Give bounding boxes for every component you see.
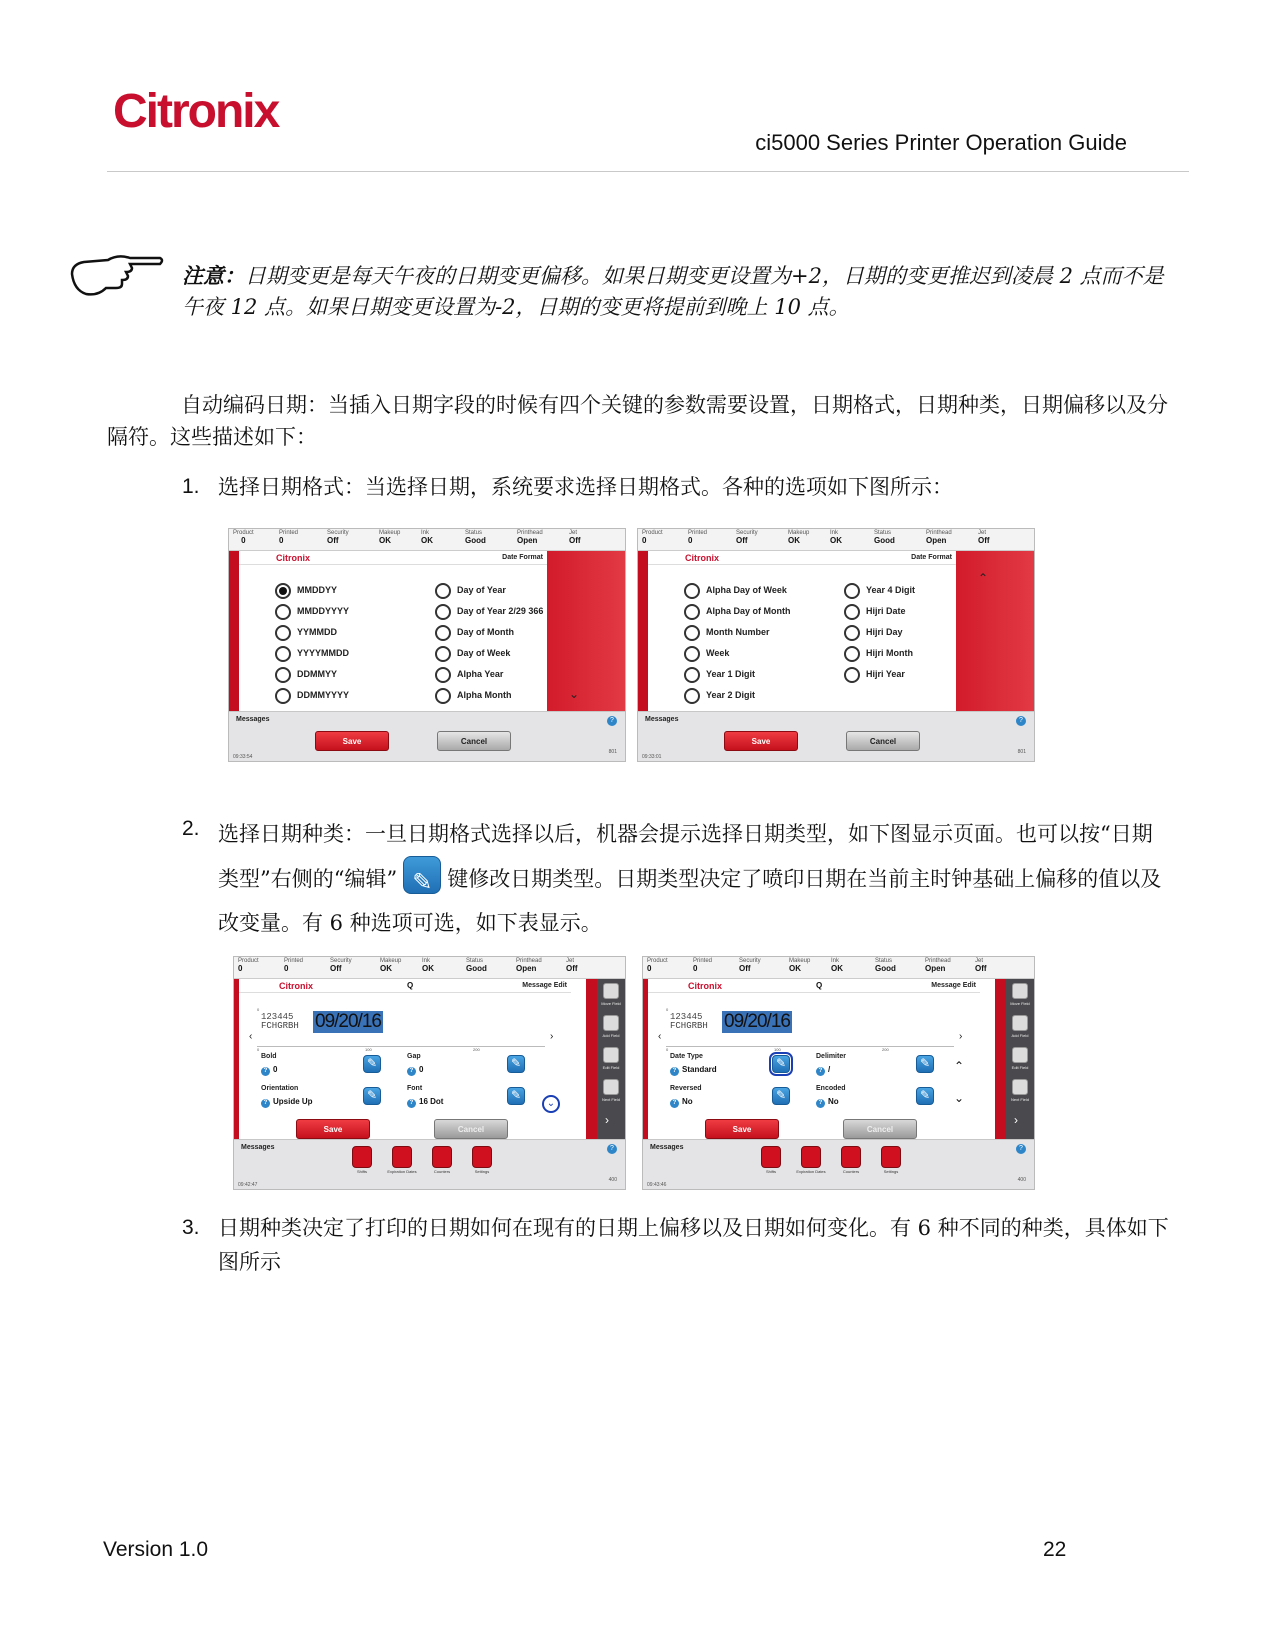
chevron-left-icon[interactable]: ‹ bbox=[658, 1031, 662, 1042]
intro-paragraph: 自动编码日期：当插入日期字段的时候有四个关键的参数需要设置，日期格式，日期种类，日期偏移以及分隔符。这些描述如下： bbox=[107, 393, 1168, 449]
edit-delimiter-button[interactable] bbox=[916, 1055, 934, 1073]
chevron-up-icon[interactable]: ⌃ bbox=[954, 1059, 965, 1073]
radio-option[interactable]: Alpha Month bbox=[457, 690, 512, 700]
status-bar bbox=[229, 529, 625, 551]
expiration-dates-icon[interactable] bbox=[392, 1146, 412, 1168]
status-printed: Printed 0 bbox=[284, 958, 304, 973]
chevron-right-icon[interactable]: › bbox=[550, 1031, 554, 1042]
radio-option[interactable]: Alpha Day of Week bbox=[706, 585, 787, 595]
radio-option[interactable]: Hijri Year bbox=[866, 669, 905, 679]
preview-text: 123445 FCHGRBH bbox=[261, 1012, 299, 1031]
add-field-icon[interactable] bbox=[603, 1015, 619, 1031]
item-number: 3. bbox=[182, 1216, 200, 1239]
messages-label: Messages bbox=[645, 716, 679, 723]
save-button[interactable]: Save bbox=[296, 1119, 370, 1139]
edit-orientation-button[interactable] bbox=[363, 1087, 381, 1105]
radio-option[interactable]: Hijri Month bbox=[866, 648, 913, 658]
gap-label: Gap bbox=[407, 1053, 421, 1060]
clock: 09:43:46 bbox=[647, 1182, 667, 1188]
side-label: Add Field bbox=[602, 1033, 620, 1038]
status-status: Status Good bbox=[465, 530, 486, 545]
list-item-1 bbox=[182, 470, 1172, 504]
radio-option[interactable]: Alpha Year bbox=[457, 669, 504, 679]
date-format-pane bbox=[648, 551, 989, 719]
messages-label: Messages bbox=[650, 1144, 684, 1151]
ruler-label: 0 bbox=[666, 1047, 669, 1052]
item-text: 选择日期格式：当选择日期，系统要求选择日期格式。各种的选项如下图所示： bbox=[218, 475, 953, 499]
tile-label: Settings bbox=[474, 1169, 490, 1174]
pane-title: Date Format bbox=[502, 554, 543, 561]
save-button[interactable]: Save bbox=[724, 731, 798, 751]
citronix-logo: Citronix bbox=[113, 85, 279, 138]
q-label: Q bbox=[816, 981, 823, 990]
message-preview[interactable] bbox=[666, 1007, 954, 1052]
radio-option[interactable]: Alpha Day of Month bbox=[706, 606, 791, 616]
mini-logo: Citronix bbox=[688, 981, 723, 991]
tile-label: Expiration Dates bbox=[387, 1169, 417, 1174]
status-security: Security Off bbox=[330, 958, 352, 973]
settings-icon[interactable] bbox=[472, 1146, 492, 1168]
clock: 09:42:47 bbox=[238, 1182, 258, 1188]
code-readout: 400 bbox=[608, 1177, 617, 1183]
edit-encoded-button[interactable] bbox=[916, 1087, 934, 1105]
radio-option[interactable]: Day of Year 2/29 366 bbox=[457, 606, 544, 616]
side-label: Move Field bbox=[601, 1001, 621, 1006]
screen-footer bbox=[229, 711, 625, 762]
counters-icon[interactable] bbox=[841, 1146, 861, 1168]
preview-date: 09/20/16 bbox=[315, 1011, 381, 1032]
edit-pencil-icon bbox=[403, 856, 441, 894]
ruler-label: 0 bbox=[257, 1047, 260, 1052]
status-product: Product 0 bbox=[233, 530, 254, 545]
item-number: 2. bbox=[182, 817, 200, 840]
pane-header bbox=[239, 551, 547, 565]
list-item-2 bbox=[182, 812, 1172, 945]
version-label: Version 1.0 bbox=[103, 1538, 209, 1561]
tile-label: Expiration Dates bbox=[796, 1169, 826, 1174]
status-printhead: Printhead Open bbox=[926, 530, 952, 545]
edit-bold-button[interactable] bbox=[363, 1055, 381, 1073]
ruler-label: 100 bbox=[365, 1047, 372, 1052]
status-jet: Jet Off bbox=[566, 958, 578, 973]
chevron-down-icon[interactable]: ⌄ bbox=[569, 687, 580, 701]
date-format-pane bbox=[239, 551, 580, 719]
ruler-label: 200 bbox=[473, 1047, 480, 1052]
chevron-right-icon[interactable]: › bbox=[1014, 1113, 1018, 1127]
status-product: Product 0 bbox=[642, 530, 663, 545]
chevron-left-icon[interactable]: ‹ bbox=[249, 1031, 253, 1042]
radio-option[interactable]: Hijri Day bbox=[866, 627, 903, 637]
status-product: Product 0 bbox=[238, 958, 259, 973]
note-text bbox=[182, 260, 1182, 323]
tile-label: Shifts bbox=[765, 1169, 776, 1174]
pane-title: Message Edit bbox=[931, 982, 976, 989]
bold-value: ? 0 bbox=[261, 1065, 277, 1076]
orientation-value: ? Upside Up bbox=[261, 1097, 313, 1108]
side-label: Next Field bbox=[601, 1097, 620, 1102]
item-text: 日期种类决定了打印的日期如何在现有的日期上偏移以及日期如何变化。有 6 种不同的种类，具体如下图所示 bbox=[218, 1216, 1169, 1274]
move-field-icon[interactable] bbox=[603, 983, 619, 999]
message-preview[interactable] bbox=[257, 1007, 545, 1052]
cancel-button[interactable]: Cancel bbox=[437, 731, 511, 751]
status-bar bbox=[638, 529, 1034, 551]
cancel-button[interactable]: Cancel bbox=[843, 1119, 917, 1139]
status-bar bbox=[234, 957, 625, 979]
screen-footer bbox=[638, 711, 1034, 762]
reversed-label: Reversed bbox=[670, 1085, 702, 1092]
delimiter-value: ? / bbox=[816, 1065, 830, 1076]
chevron-right-icon[interactable]: › bbox=[959, 1031, 963, 1042]
save-button[interactable]: Save bbox=[705, 1119, 779, 1139]
status-security: Security Off bbox=[736, 530, 758, 545]
side-label: Add Field bbox=[1011, 1033, 1029, 1038]
ruler-label: 0 bbox=[257, 1007, 260, 1012]
date-type-label: Date Type bbox=[670, 1053, 703, 1060]
item-number: 1. bbox=[182, 475, 200, 498]
status-makeup: Makeup OK bbox=[380, 958, 402, 973]
pane-header bbox=[648, 979, 980, 993]
radio-option[interactable]: Day of Year bbox=[457, 585, 506, 595]
side-label: Edit Field bbox=[1011, 1065, 1029, 1070]
status-printed: Printed 0 bbox=[688, 530, 708, 545]
clock: 09:33:01 bbox=[642, 754, 662, 760]
preview-text: 123445 FCHGRBH bbox=[670, 1012, 708, 1031]
tile-label: Counters bbox=[433, 1169, 451, 1174]
status-printhead: Printhead Open bbox=[516, 958, 542, 973]
delimiter-label: Delimiter bbox=[816, 1053, 846, 1060]
radio-option[interactable]: Day of Month bbox=[457, 627, 514, 637]
preview-date: 09/20/16 bbox=[724, 1011, 790, 1032]
note-body: 日期变更是每天午夜的日期变更偏移。如果日期变更设置为+2，日期的变更推迟到凌晨 2 点而不是午夜 12 点。如果日期变更设置为-2，日期的变更将提前到晚上 10 点。 bbox=[182, 264, 1164, 319]
message-edit-screen-1 bbox=[233, 956, 626, 1190]
settings-icon[interactable] bbox=[881, 1146, 901, 1168]
pane-title: Date Format bbox=[911, 554, 952, 561]
tile-label: Counters bbox=[842, 1169, 860, 1174]
cancel-button[interactable]: Cancel bbox=[846, 731, 920, 751]
message-edit-pane bbox=[239, 979, 571, 1154]
next-field-icon[interactable] bbox=[1012, 1079, 1028, 1095]
pane-title: Message Edit bbox=[522, 982, 567, 989]
gap-value: ? 0 bbox=[407, 1065, 423, 1076]
date-format-screen-1 bbox=[228, 528, 626, 762]
help-icon[interactable]: ? bbox=[1016, 1144, 1026, 1154]
status-jet: Jet Off bbox=[978, 530, 990, 545]
status-makeup: Makeup OK bbox=[788, 530, 810, 545]
chevron-down-icon[interactable]: ⌄ bbox=[542, 1095, 560, 1113]
pointing-hand-icon bbox=[68, 252, 164, 307]
status-printhead: Printhead Open bbox=[517, 530, 543, 545]
side-toolbar bbox=[597, 979, 625, 1147]
radio-option[interactable]: DDMMYY bbox=[297, 669, 337, 679]
edit-field-icon[interactable] bbox=[1012, 1047, 1028, 1063]
status-status: Status Good bbox=[466, 958, 487, 973]
clock: 09:33:54 bbox=[233, 754, 253, 760]
chevron-right-icon[interactable]: › bbox=[605, 1113, 609, 1127]
document-title: ci5000 Series Printer Operation Guide bbox=[755, 130, 1127, 155]
date-type-value: ? Standard bbox=[670, 1065, 717, 1076]
list-item-3 bbox=[182, 1211, 1172, 1279]
side-label: Move Field bbox=[1010, 1001, 1030, 1006]
status-security: Security Off bbox=[327, 530, 349, 545]
status-ink: Ink OK bbox=[830, 530, 842, 545]
messages-label: Messages bbox=[236, 716, 270, 723]
status-bar bbox=[643, 957, 1034, 979]
mini-logo: Citronix bbox=[276, 553, 311, 563]
edit-field-icon[interactable] bbox=[603, 1047, 619, 1063]
side-toolbar bbox=[1006, 979, 1034, 1147]
pane-header bbox=[239, 979, 571, 993]
status-security: Security Off bbox=[739, 958, 761, 973]
tile-label: Settings bbox=[883, 1169, 899, 1174]
status-printhead: Printhead Open bbox=[925, 958, 951, 973]
mini-logo: Citronix bbox=[279, 981, 314, 991]
status-makeup: Makeup OK bbox=[379, 530, 401, 545]
radio-option[interactable]: Year 4 Digit bbox=[866, 585, 916, 595]
shifts-icon[interactable] bbox=[352, 1146, 372, 1168]
save-button[interactable]: Save bbox=[315, 731, 389, 751]
radio-option[interactable]: Day of Week bbox=[457, 648, 511, 658]
edit-date-type-button[interactable] bbox=[772, 1055, 790, 1073]
page-number: 22 bbox=[1043, 1538, 1067, 1561]
messages-label: Messages bbox=[241, 1144, 275, 1151]
tile-label: Shifts bbox=[356, 1169, 367, 1174]
shifts-icon[interactable] bbox=[761, 1146, 781, 1168]
add-field-icon[interactable] bbox=[1012, 1015, 1028, 1031]
radio-option[interactable]: Year 1 Digit bbox=[706, 669, 756, 679]
radio-option[interactable]: DDMMYYYY bbox=[297, 690, 350, 700]
side-label: Edit Field bbox=[602, 1065, 620, 1070]
radio-option[interactable]: Week bbox=[706, 648, 730, 658]
radio-option[interactable]: Year 2 Digit bbox=[706, 690, 756, 700]
font-value: ? 16 Dot bbox=[407, 1097, 443, 1108]
counters-icon[interactable] bbox=[432, 1146, 452, 1168]
help-icon[interactable]: ? bbox=[607, 1144, 617, 1154]
status-status: Status Good bbox=[874, 530, 895, 545]
status-ink: Ink OK bbox=[831, 958, 843, 973]
edit-gap-button[interactable] bbox=[507, 1055, 525, 1073]
code-readout: 801 bbox=[1017, 749, 1026, 755]
encoded-label: Encoded bbox=[816, 1085, 846, 1092]
ruler-label: 200 bbox=[882, 1047, 889, 1052]
q-label: Q bbox=[407, 981, 414, 990]
chevron-down-icon[interactable]: ⌄ bbox=[954, 1091, 965, 1105]
note-label: 注意： bbox=[182, 263, 245, 288]
expiration-dates-icon[interactable] bbox=[801, 1146, 821, 1168]
screen-footer bbox=[234, 1139, 625, 1190]
status-jet: Jet Off bbox=[975, 958, 987, 973]
radio-option[interactable]: YYMMDD bbox=[297, 627, 337, 637]
status-status: Status Good bbox=[875, 958, 896, 973]
radio-option[interactable]: Hijri Date bbox=[866, 606, 906, 616]
radio-option[interactable]: MMDDYYYY bbox=[297, 606, 350, 616]
radio-option[interactable]: YYYYMMDD bbox=[297, 648, 350, 658]
status-ink: Ink OK bbox=[421, 530, 433, 545]
ruler-label: 0 bbox=[666, 1007, 669, 1012]
status-printed: Printed 0 bbox=[279, 530, 299, 545]
header-divider bbox=[107, 171, 1189, 172]
status-jet: Jet Off bbox=[569, 530, 581, 545]
code-readout: 400 bbox=[1017, 1177, 1026, 1183]
item-text: 选择日期种类：一旦日期格式选择以后，机器会提示选择日期类型，如下图显示页面。也可以按“日期类型”右侧的“编辑”✎ 键修改日期类型。日期类型决定了喷印日期在当前主时钟基础上偏移的值以及改变量。有 6 种选项可选，如下表显示。 bbox=[218, 812, 1172, 945]
radio-option[interactable]: MMDDYY bbox=[297, 585, 337, 595]
pane-header bbox=[648, 551, 956, 565]
font-label: Font bbox=[407, 1085, 423, 1092]
encoded-value: ? No bbox=[816, 1097, 839, 1108]
status-makeup: Makeup OK bbox=[789, 958, 811, 973]
status-product: Product 0 bbox=[647, 958, 668, 973]
code-readout: 801 bbox=[608, 749, 617, 755]
move-field-icon[interactable] bbox=[1012, 983, 1028, 999]
edit-reversed-button[interactable] bbox=[772, 1087, 790, 1105]
reversed-value: ? No bbox=[670, 1097, 693, 1108]
help-icon[interactable]: ? bbox=[607, 716, 617, 726]
bold-label: Bold bbox=[261, 1053, 277, 1060]
side-label: Next Field bbox=[1010, 1097, 1029, 1102]
message-edit-screen-2 bbox=[642, 956, 1035, 1190]
orientation-label: Orientation bbox=[261, 1085, 299, 1092]
help-icon[interactable]: ? bbox=[1016, 716, 1026, 726]
cancel-button[interactable]: Cancel bbox=[434, 1119, 508, 1139]
mini-logo: Citronix bbox=[685, 553, 720, 563]
screen-footer bbox=[643, 1139, 1034, 1190]
status-ink: Ink OK bbox=[422, 958, 434, 973]
chevron-up-icon[interactable]: ⌃ bbox=[978, 571, 989, 585]
status-printed: Printed 0 bbox=[693, 958, 713, 973]
next-field-icon[interactable] bbox=[603, 1079, 619, 1095]
message-edit-pane bbox=[648, 979, 980, 1154]
edit-font-button[interactable] bbox=[507, 1087, 525, 1105]
date-format-screen-2 bbox=[637, 528, 1035, 762]
radio-option[interactable]: Month Number bbox=[706, 627, 770, 637]
ruler-label: 100 bbox=[774, 1047, 781, 1052]
